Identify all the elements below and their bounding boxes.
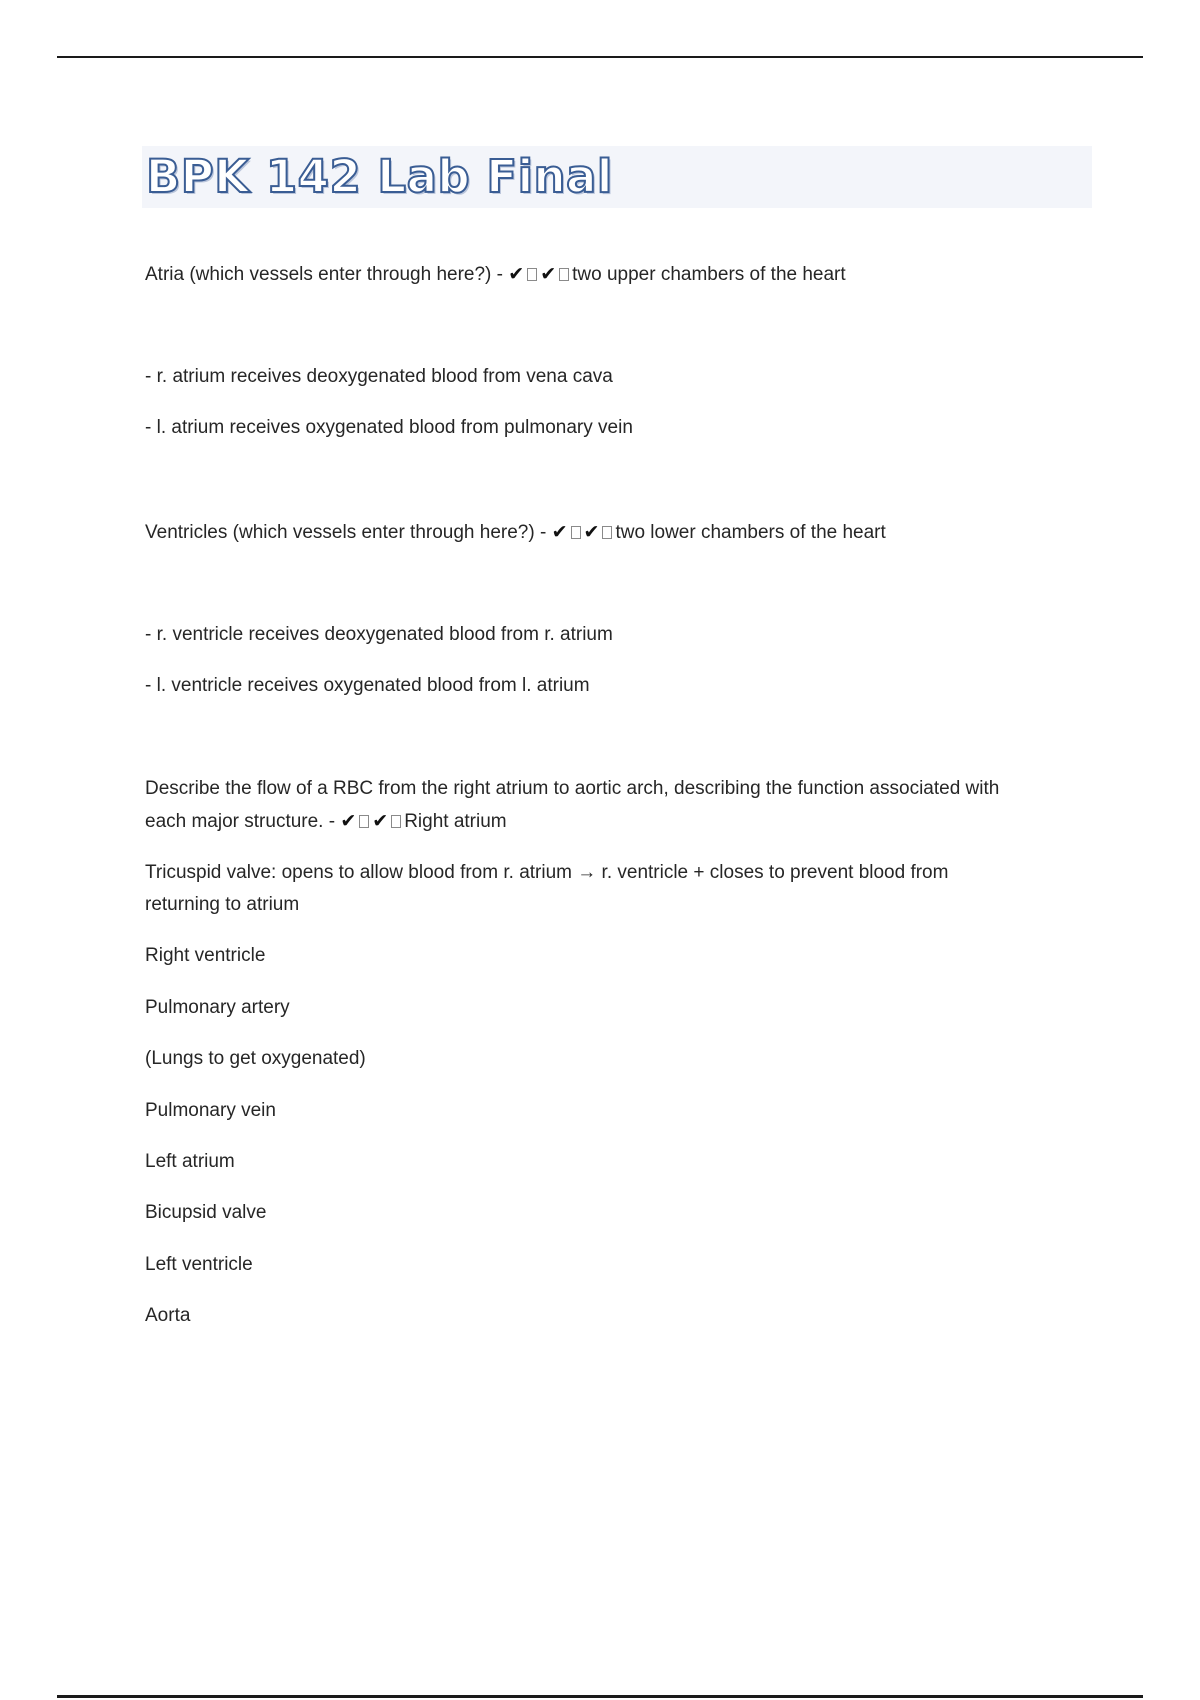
missing-glyph-box — [391, 815, 401, 828]
tricuspid-line-2: returning to atrium — [145, 894, 300, 915]
card-1-detail: - l. atrium receives oxygenated blood from pulmonary vein — [145, 417, 633, 438]
document-title: BPK 142 Lab Final — [146, 150, 613, 203]
check-icon: ✔ — [551, 521, 568, 543]
card-3-answer: Right atrium — [404, 811, 507, 832]
card-2-answer: two lower chambers of the heart — [615, 522, 886, 543]
header-rule — [57, 56, 1143, 58]
check-icon: ✔ — [583, 521, 600, 543]
flow-step: Aorta — [145, 1305, 191, 1326]
missing-glyph-box — [602, 526, 612, 539]
check-icon: ✔ — [340, 810, 357, 832]
card-2-question — [145, 516, 1085, 549]
flow-step: Left ventricle — [145, 1254, 253, 1275]
missing-glyph-box — [559, 268, 569, 281]
card-3-question-text: each major structure. - — [145, 811, 336, 832]
card-1-answer: two upper chambers of the heart — [572, 264, 846, 285]
card-3-question-line-1: Describe the flow of a RBC from the right atrium to aortic arch, describing the function associated with — [145, 778, 1000, 799]
missing-glyph-box — [359, 815, 369, 828]
footer-rule — [57, 1695, 1143, 1698]
card-2-question-text: Ventricles (which vessels enter through here?) - — [145, 522, 547, 543]
flow-step: Right ventricle — [145, 945, 266, 966]
flow-step: Bicupsid valve — [145, 1202, 267, 1223]
missing-glyph-box — [571, 526, 581, 539]
missing-glyph-box — [527, 268, 537, 281]
flow-step: Left atrium — [145, 1151, 235, 1172]
check-icon: ✔ — [540, 263, 557, 285]
flow-step: Pulmonary vein — [145, 1100, 276, 1121]
flow-step: (Lungs to get oxygenated) — [145, 1048, 366, 1069]
card-1-question-text: Atria (which vessels enter through here?) - — [145, 264, 503, 285]
tricuspid-line-1: Tricuspid valve: opens to allow blood from r. atrium → r. ventricle + closes to prevent blood from — [145, 862, 949, 883]
check-icon: ✔ — [508, 263, 525, 285]
check-icon: ✔ — [372, 810, 389, 832]
card-1-detail: - r. atrium receives deoxygenated blood from vena cava — [145, 366, 613, 387]
flow-step: Pulmonary artery — [145, 997, 290, 1018]
card-3-question-line-2 — [145, 805, 1085, 838]
card-1-question — [145, 258, 1085, 291]
card-2-detail: - r. ventricle receives deoxygenated blood from r. atrium — [145, 624, 613, 645]
card-2-detail: - l. ventricle receives oxygenated blood from l. atrium — [145, 675, 590, 696]
